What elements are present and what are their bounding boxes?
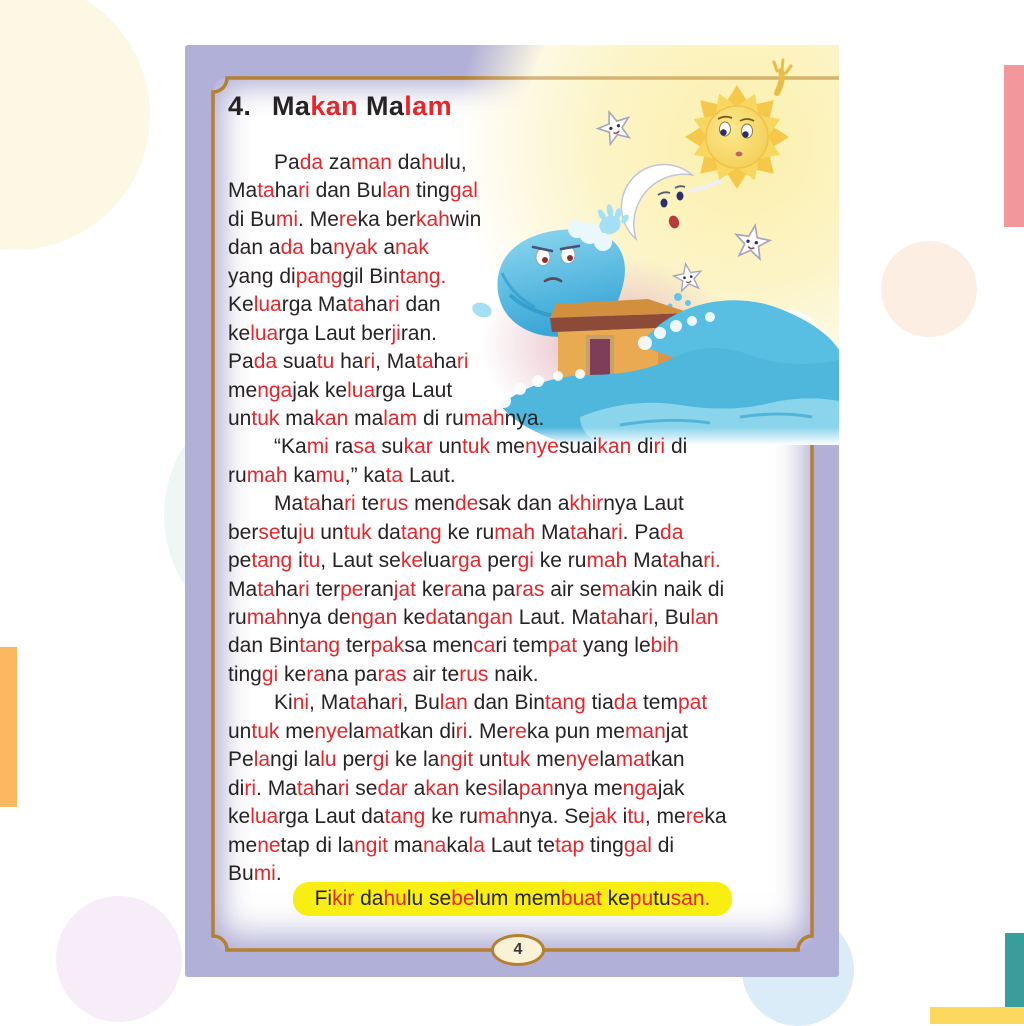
story-line: petang itu, Laut sekeluarga pergi ke rumah Matahari. bbox=[228, 549, 721, 573]
story-line: Matahari terperanjat kerana paras air semakin naik di bbox=[228, 577, 725, 601]
story-line: diri. Matahari sedar akan kesilapannya mengajak bbox=[228, 776, 685, 800]
decor-rect-orange bbox=[0, 647, 17, 807]
story-line: “Kami rasa sukar untuk menyesuaikan diri di bbox=[274, 435, 688, 459]
story-line: tinggi kerana paras air terus naik. bbox=[228, 662, 539, 686]
decor-circle-pink bbox=[56, 896, 182, 1022]
decor-rect-salmon bbox=[1004, 65, 1024, 227]
story-line: dan ada banyak anak bbox=[228, 236, 429, 260]
story-line: di Bumi. Mereka berkahwin bbox=[228, 207, 482, 231]
decor-circle-cream bbox=[0, 0, 150, 250]
story-line: keluarga Laut datang ke rumahnya. Sejak itu, mereka bbox=[228, 805, 727, 829]
story-line: rumah kamu,” kata Laut. bbox=[228, 463, 456, 487]
story-line: mengajak keluarga Laut bbox=[228, 378, 453, 402]
story-line: Pada suatu hari, Matahari bbox=[228, 350, 469, 374]
page-number-badge bbox=[491, 934, 545, 966]
story-line: yang dipanggil Bintang. bbox=[228, 264, 447, 288]
decor-rect-teal bbox=[1005, 933, 1024, 1007]
story-line: Matahari dan Bulan tinggal bbox=[228, 179, 478, 203]
decor-circle-peach bbox=[881, 241, 977, 337]
story-body bbox=[228, 149, 727, 888]
story-line: Pelangi lalu pergi ke langit untuk menyelamatkan bbox=[228, 748, 685, 772]
story-line: Pada zaman dahulu, bbox=[274, 151, 467, 174]
moral-box: Fikir dahulu sebelum membuat keputusan. bbox=[293, 882, 733, 916]
story-line: Bumi. bbox=[228, 861, 282, 885]
page-number: 4 bbox=[513, 941, 523, 958]
story-line: Keluarga Matahari dan bbox=[228, 293, 441, 317]
story-title bbox=[228, 91, 452, 122]
story-line: rumahnya dengan kedatangan Laut. Matahari, Bulan bbox=[228, 606, 719, 629]
story-line: dan Bintang terpaksa mencari tempat yang lebih bbox=[228, 634, 679, 658]
story-title-text: Makan Malam bbox=[272, 91, 452, 121]
page-text bbox=[213, 78, 812, 950]
book-page bbox=[185, 45, 839, 977]
story-line: untuk makan malam di rumahnya. bbox=[228, 406, 545, 430]
story-number: 4. bbox=[228, 91, 252, 121]
story-line: Kini, Matahari, Bulan dan Bintang tiada tempat bbox=[274, 691, 708, 715]
story-line: bersetuju untuk datang ke rumah Matahari. Pada bbox=[228, 520, 684, 544]
story-line: menetap di langit manakala Laut tetap tinggal di bbox=[228, 833, 675, 857]
decor-rect-yellow bbox=[930, 1007, 1024, 1024]
story-line: keluarga Laut berjiran. bbox=[228, 321, 437, 345]
story-line: Matahari terus mendesak dan akhirnya Laut bbox=[274, 492, 684, 516]
moral-row bbox=[213, 882, 812, 916]
story-line: untuk menyelamatkan diri. Mereka pun memanjat bbox=[228, 719, 688, 743]
